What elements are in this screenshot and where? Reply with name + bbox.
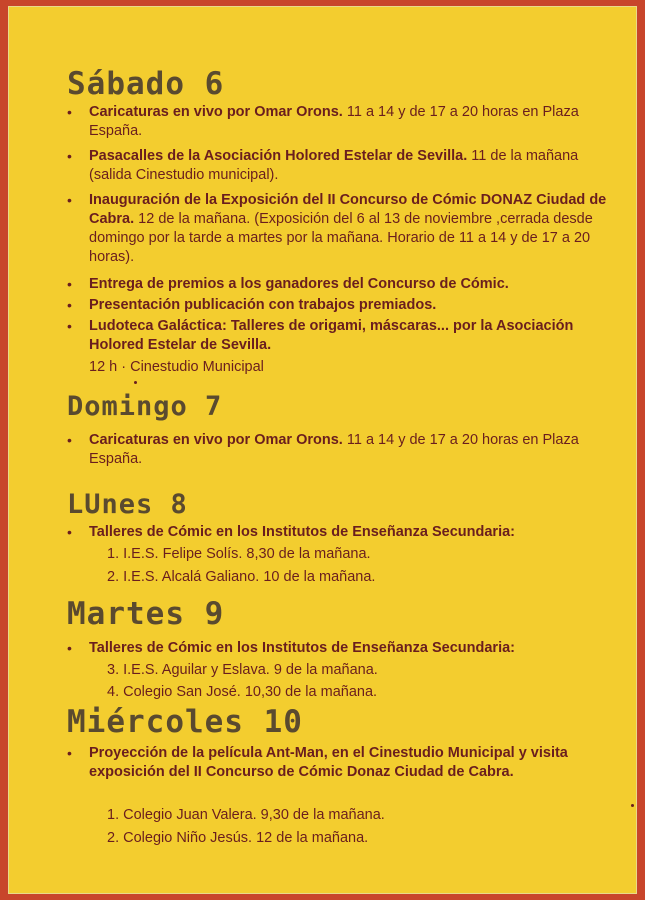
list-item	[67, 639, 609, 658]
decorative-dot	[134, 381, 137, 384]
list-item	[67, 744, 569, 782]
item-title: Inauguración de la Exposición del II Concurso de Cómic DONAZ Ciudad de Cabra.	[89, 192, 607, 227]
bullet: •	[67, 524, 72, 540]
item-title: Pasacalles de la Asociación Holored Estelar de Sevilla.	[89, 148, 468, 164]
item-title: Caricaturas en vivo por Omar Orons.	[89, 104, 343, 120]
item-title: Talleres de Cómic en los Institutos de Enseñanza Secundaria:	[89, 524, 515, 540]
bullet: •	[67, 432, 72, 448]
item-text: 11 de la mañana (salida Cinestudio municipal).	[89, 148, 579, 183]
day-title-tuesday: Martes 9	[67, 596, 225, 632]
item-text: 11 a 14 y de 17 a 20 horas en Plaza España.	[89, 432, 579, 467]
list-item	[67, 523, 609, 542]
list-item	[67, 317, 609, 355]
sub-item: 3. I.E.S. Aguilar y Eslava. 9 de la mañana.	[107, 662, 378, 678]
bullet: •	[67, 276, 72, 292]
sub-item: 4. Colegio San José. 10,30 de la mañana.	[107, 684, 378, 700]
item-title: Proyección de la película Ant-Man, en el Cinestudio Municipal y visita exposición del II Concurso de Cómic Donaz Ciudad de Cabra.	[89, 745, 568, 780]
item-text: 11 a 14 y de 17 a 20 horas en Plaza España.	[89, 104, 579, 139]
bullet: •	[67, 318, 72, 334]
program-page	[8, 6, 637, 894]
item-note: 12 h · Cinestudio Municipal	[89, 359, 264, 375]
bullet: •	[67, 192, 72, 208]
day-title-sunday: Domingo 7	[67, 391, 223, 422]
item-title: Presentación publicación con trabajos premiados.	[89, 297, 437, 313]
bullet: •	[67, 640, 72, 656]
list-item	[67, 275, 609, 294]
item-title: Talleres de Cómic en los Institutos de Enseñanza Secundaria:	[89, 640, 515, 656]
sub-item: 1. I.E.S. Felipe Solís. 8,30 de la mañana.	[107, 546, 371, 562]
item-title: Entrega de premios a los ganadores del Concurso de Cómic.	[89, 276, 509, 292]
bullet: •	[67, 148, 72, 164]
bullet: •	[67, 104, 72, 120]
sub-item: 2. Colegio Niño Jesús. 12 de la mañana.	[107, 830, 369, 846]
list-item	[67, 296, 609, 315]
day-title-saturday: Sábado 6	[67, 66, 225, 102]
list-item	[67, 147, 609, 185]
decorative-dot	[631, 804, 634, 807]
bullet: •	[67, 745, 72, 761]
list-item	[67, 191, 609, 267]
sub-item: 1. Colegio Juan Valera. 9,30 de la mañana.	[107, 807, 385, 823]
sub-item: 2. I.E.S. Alcalá Galiano. 10 de la mañana.	[107, 569, 376, 585]
item-title: Ludoteca Galáctica: Talleres de origami, máscaras... por la Asociación Holored Estelar de Sevilla.	[89, 318, 574, 353]
day-title-wednesday: Miércoles 10	[67, 704, 303, 740]
bullet: •	[67, 297, 72, 313]
item-title: Caricaturas en vivo por Omar Orons.	[89, 432, 343, 448]
list-item	[67, 431, 609, 469]
item-text: 12 de la mañana. (Exposición del 6 al 13 de noviembre ,cerrada desde domingo por la tarde a martes por la mañana. Horario de 11 a 14 y de 17 a 20 horas).	[89, 211, 593, 265]
list-item	[67, 103, 609, 141]
day-title-monday: LUnes 8	[67, 489, 188, 520]
